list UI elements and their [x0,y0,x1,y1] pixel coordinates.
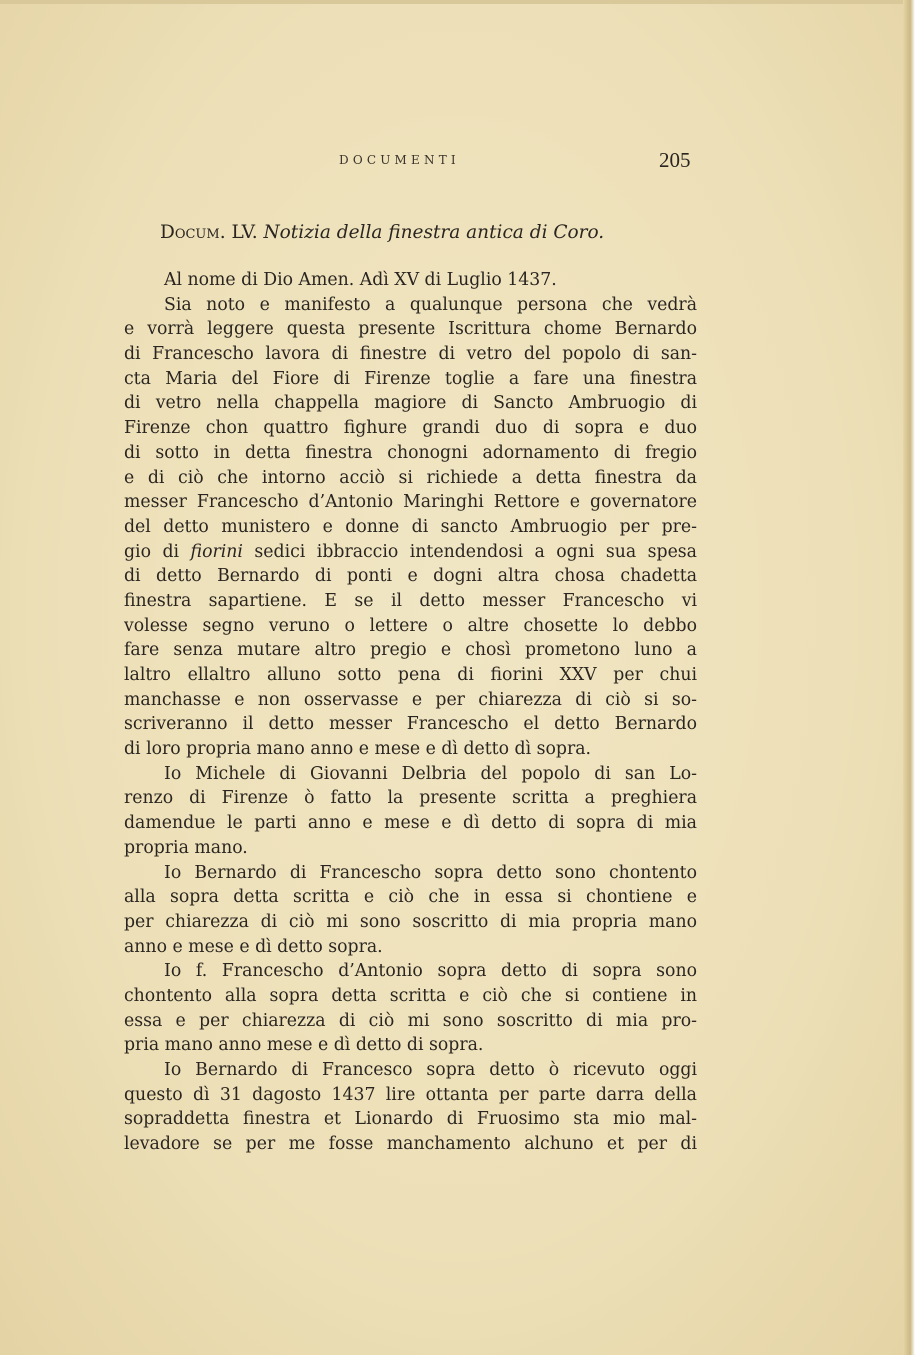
text-line: Firenze chon quattro fighure grandi duo di sopra e duo [124,418,697,439]
text-line: essa e per chiarezza di ciò mi sono soscritto di mia pro- [124,1010,697,1031]
text-line: di detto Bernardo di ponti e dogni altra chosa chadetta [124,566,697,587]
text-line: alla sopra detta scritta e ciò che in essa si chontiene e [124,887,697,908]
page-number: 205 [659,148,691,172]
text-line: di loro propria mano anno e mese e dì detto dì sopra. [124,739,591,760]
text-line: fare senza mutare altro pregio e chosì prometono luno a [124,640,697,661]
text-line: del detto munistero e donne di sancto Ambruogio per pre- [124,516,697,537]
running-title: DOCUMENTI [339,153,460,167]
text-line: messer Francescho d’Antonio Maringhi Rettore e governatore [124,492,697,513]
title-label: Docum. [160,222,226,243]
text-line: cta Maria del Fiore di Firenze toglie a fare una finestra [124,368,697,389]
text-line [124,540,697,565]
title-number: LV. [231,222,258,243]
text-line: e di ciò che intorno acciò si richiede a detta finestra da [124,467,697,488]
text-line: damendue le parti anno e mese e dì detto di sopra di mia [124,813,697,834]
page-top-edge [0,0,915,4]
text-line: Al nome di Dio Amen. Adì XV di Luglio 1437. [164,270,557,290]
line-segment: gio di [124,541,191,562]
text-line: Io Bernardo di Francescho sopra detto sono chontento [164,862,697,883]
page-right-edge [903,0,915,1355]
text-line: di vetro nella chappella magiore di Sancto Ambruogio di [124,393,697,414]
line-segment: sedici ibbraccio intendendosi a ogni sua spesa [242,541,697,562]
text-line: Io f. Francescho d’Antonio sopra detto di sopra sono [164,961,697,982]
text-line: di Francescho lavora di finestre di vetro del popolo di san- [124,344,697,365]
title-subject: Notizia della finestra antica di Coro. [263,222,605,243]
text-line: Io Michele di Giovanni Delbria del popolo di san Lo- [164,763,697,784]
text-line: e vorrà leggere questa presente Iscrittura chome Bernardo [124,319,697,340]
text-line: chontento alla sopra detta scritta e ciò che si contiene in [124,985,697,1006]
text-line: anno e mese e dì detto sopra. [124,936,383,957]
text-line: Io Bernardo di Francesco sopra detto ò ricevuto oggi [164,1060,697,1080]
text-line: levadore se per me fosse manchamento alchuno et per di [124,1134,697,1155]
text-line: manchasse e non osservasse e per chiarezza di ciò si so- [124,689,697,710]
text-line: sopraddetta finestra et Lionardo di Fruosimo sta mio mal- [124,1109,697,1130]
italic-word: fiorini [190,541,243,562]
text-line: Sia noto e manifesto a qualunque persona che vedrà [164,294,697,315]
text-line: propria mano. [124,837,248,858]
text-line: questo dì 31 dagosto 1437 lire ottanta per parte darra della [124,1084,697,1105]
text-line: scriveranno il detto messer Francescho el detto Bernardo [124,714,697,735]
document-title [160,222,604,243]
document-body [124,268,697,1157]
text-line: volesse segno veruno o lettere o altre chosette lo debbo [124,615,697,636]
text-line: pria mano anno mese e dì detto di sopra. [124,1035,484,1056]
text-line: laltro ellaltro alluno sotto pena di fiorini XXV per chui [124,665,697,685]
text-line: renzo di Firenze ò fatto la presente scritta a preghiera [124,788,697,809]
text-line: di sotto in detta finestra chonogni adornamento di fregio [124,442,697,463]
text-line: finestra sapartiene. E se il detto messer Francescho vi [124,590,697,611]
text-line: per chiarezza di ciò mi sono soscritto di mia propria mano [124,911,697,932]
